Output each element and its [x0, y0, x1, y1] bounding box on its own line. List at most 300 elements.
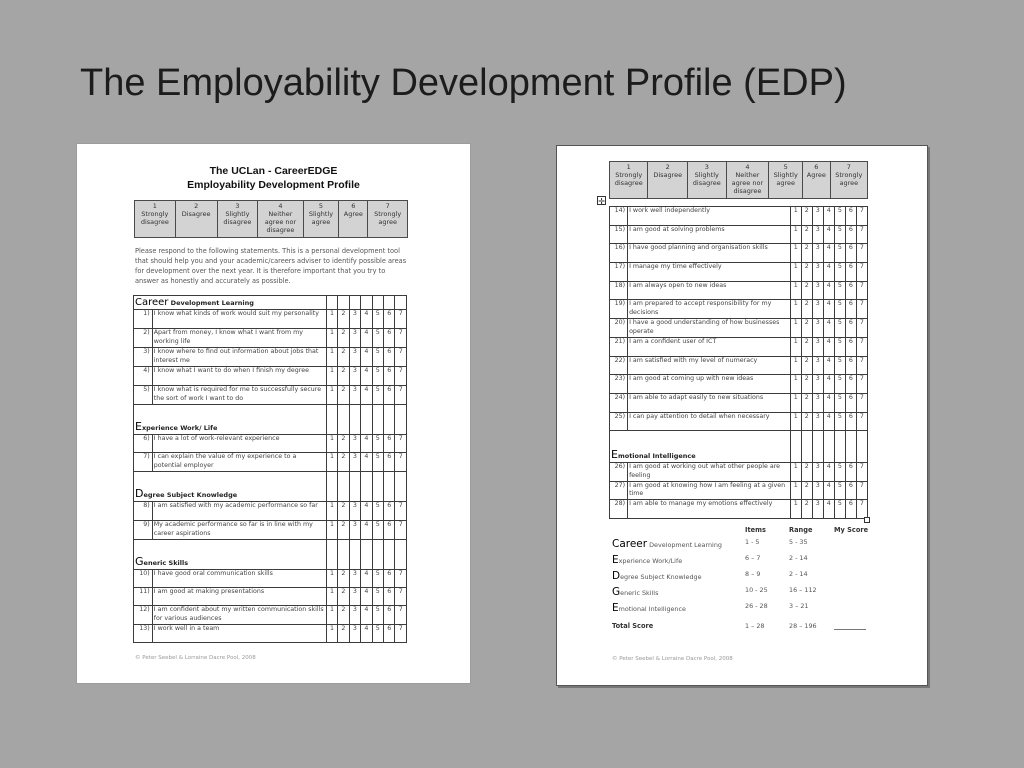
rating-box-1[interactable]: 1	[326, 502, 337, 521]
rating-box-6[interactable]: 6	[845, 319, 856, 338]
rating-box-4[interactable]: 4	[361, 502, 372, 521]
section-initial: E	[612, 602, 619, 614]
rating-box-5[interactable]: 5	[834, 281, 845, 300]
rating-box-5[interactable]: 5	[372, 329, 383, 348]
rating-box-7[interactable]: 7	[856, 300, 867, 319]
rating-box-2[interactable]: 2	[801, 225, 812, 244]
rating-column	[349, 472, 360, 502]
rating-box-1[interactable]: 1	[790, 393, 801, 412]
scale-label: Strongly	[615, 171, 643, 179]
question-text: I manage my time effectively	[628, 263, 791, 282]
section-name: Development Learning	[168, 298, 254, 307]
rating-box-5[interactable]: 5	[372, 435, 383, 453]
rating-box-3[interactable]: 3	[812, 300, 823, 319]
rating-box-3[interactable]: 3	[349, 329, 360, 348]
rating-box-4[interactable]: 4	[361, 386, 372, 405]
rating-box-3[interactable]: 3	[349, 570, 360, 588]
rating-box-5[interactable]: 5	[372, 625, 383, 643]
rating-box-5[interactable]: 5	[372, 606, 383, 625]
rating-box-1[interactable]: 1	[326, 606, 337, 625]
summary-row	[612, 586, 882, 600]
rating-box-3[interactable]: 3	[812, 281, 823, 300]
rating-box-7[interactable]: 7	[395, 588, 407, 606]
rating-box-4[interactable]: 4	[361, 435, 372, 453]
rating-box-6[interactable]: 6	[384, 521, 395, 540]
scale-option-4	[726, 162, 769, 199]
rating-box-6[interactable]: 6	[384, 367, 395, 386]
question-number: 10)	[134, 570, 153, 588]
rating-box-6[interactable]: 6	[384, 386, 395, 405]
rating-box-2[interactable]: 2	[801, 375, 812, 394]
question-number: 23)	[610, 375, 628, 394]
rating-box-4[interactable]: 4	[361, 367, 372, 386]
rating-box-2[interactable]: 2	[801, 356, 812, 375]
section-name: motional Intelligence	[617, 451, 696, 460]
rating-box-3[interactable]: 3	[812, 244, 823, 263]
question-row	[134, 502, 407, 521]
rating-box-5[interactable]: 5	[372, 453, 383, 472]
summary-total-row	[612, 622, 882, 636]
rating-box-1[interactable]: 1	[790, 481, 801, 500]
question-row	[610, 412, 868, 431]
rating-box-3[interactable]: 3	[349, 453, 360, 472]
intro-text: Please respond to the following statements. This is a personal development tool that should help you and your academic/careers adviser to identify possible areas for development over the next year. It is therefore important that you try to answer as honestly and accurately as possible.	[135, 247, 407, 285]
rating-box-2[interactable]: 2	[801, 300, 812, 319]
rating-box-3[interactable]: 3	[349, 588, 360, 606]
doc-title-line-2: Employability Development Profile	[187, 179, 360, 191]
summary-range: 16 – 112	[789, 586, 817, 594]
rating-box-2[interactable]: 2	[338, 329, 349, 348]
rating-box-5[interactable]: 5	[372, 570, 383, 588]
scale-label: Slightly	[308, 210, 334, 218]
rating-box-2[interactable]: 2	[801, 463, 812, 482]
summary-items: 26 - 28	[745, 602, 768, 610]
rating-column	[361, 296, 372, 310]
rating-box-2[interactable]: 2	[338, 625, 349, 643]
rating-box-6[interactable]: 6	[845, 281, 856, 300]
rating-box-5[interactable]: 5	[834, 356, 845, 375]
rating-box-5[interactable]: 5	[834, 337, 845, 356]
rating-box-2[interactable]: 2	[338, 588, 349, 606]
rating-box-1[interactable]: 1	[790, 375, 801, 394]
rating-box-3[interactable]: 3	[349, 367, 360, 386]
rating-box-1[interactable]: 1	[326, 386, 337, 405]
summary-range: 5 - 35	[789, 538, 808, 546]
rating-box-5[interactable]: 5	[372, 588, 383, 606]
rating-box-1[interactable]: 1	[326, 310, 337, 329]
rating-box-1[interactable]: 1	[790, 463, 801, 482]
rating-box-7[interactable]: 7	[856, 337, 867, 356]
question-number: 18)	[610, 281, 628, 300]
copyright-text: © Peter Seebel & Lorraine Dacre Pool, 2008	[612, 656, 733, 662]
summary-items: 8 – 9	[745, 570, 761, 578]
rating-box-4[interactable]: 4	[823, 300, 834, 319]
section-header-row	[134, 296, 407, 310]
rating-box-2[interactable]: 2	[801, 281, 812, 300]
rating-box-6[interactable]: 6	[845, 207, 856, 226]
summary-range: 3 – 21	[789, 602, 809, 610]
rating-box-4[interactable]: 4	[361, 570, 372, 588]
table-resize-handle[interactable]	[864, 517, 870, 523]
rating-box-1[interactable]: 1	[790, 500, 801, 519]
rating-box-4[interactable]: 4	[823, 319, 834, 338]
rating-box-1[interactable]: 1	[790, 356, 801, 375]
scale-label: agree	[839, 179, 859, 187]
section-title	[134, 405, 327, 435]
rating-box-4[interactable]: 4	[361, 310, 372, 329]
question-text: I am satisfied with my level of numeracy	[628, 356, 791, 375]
rating-box-7[interactable]: 7	[395, 367, 407, 386]
scale-option-3	[217, 201, 258, 238]
scale-number: 7	[385, 202, 390, 210]
rating-box-3[interactable]: 3	[812, 263, 823, 282]
rating-box-5[interactable]: 5	[834, 393, 845, 412]
rating-box-1[interactable]: 1	[790, 319, 801, 338]
question-text: Apart from money, I know what I want from my working life	[152, 329, 326, 348]
question-number: 9)	[134, 521, 153, 540]
summary-scale-name	[612, 602, 686, 614]
rating-box-3[interactable]: 3	[812, 500, 823, 519]
scale-number: 6	[814, 163, 819, 171]
rating-column	[812, 431, 823, 463]
rating-box-4[interactable]: 4	[823, 356, 834, 375]
rating-box-4[interactable]: 4	[361, 521, 372, 540]
rating-box-4[interactable]: 4	[361, 329, 372, 348]
rating-box-5[interactable]: 5	[834, 244, 845, 263]
rating-box-5[interactable]: 5	[372, 521, 383, 540]
rating-box-4[interactable]: 4	[823, 225, 834, 244]
rating-box-6[interactable]: 6	[384, 625, 395, 643]
rating-box-6[interactable]: 6	[845, 481, 856, 500]
rating-box-6[interactable]: 6	[845, 463, 856, 482]
rating-box-3[interactable]: 3	[812, 393, 823, 412]
section-initial: D	[135, 486, 144, 500]
question-number: 25)	[610, 412, 628, 431]
rating-box-7[interactable]: 7	[856, 393, 867, 412]
rating-box-1[interactable]: 1	[790, 225, 801, 244]
rating-box-7[interactable]: 7	[856, 319, 867, 338]
question-number: 8)	[134, 502, 153, 521]
rating-box-5[interactable]: 5	[834, 300, 845, 319]
rating-box-4[interactable]: 4	[823, 375, 834, 394]
question-text: I know what I want to do when I finish my degree	[152, 367, 326, 386]
question-number: 17)	[610, 263, 628, 282]
question-row	[610, 463, 868, 482]
rating-column	[372, 296, 383, 310]
rating-box-3[interactable]: 3	[812, 319, 823, 338]
rating-box-4[interactable]: 4	[823, 244, 834, 263]
scale-label: disagree	[733, 187, 762, 195]
rating-box-5[interactable]: 5	[372, 348, 383, 367]
rating-box-4[interactable]: 4	[361, 348, 372, 367]
rating-box-2[interactable]: 2	[338, 502, 349, 521]
rating-box-5[interactable]: 5	[372, 310, 383, 329]
rating-box-3[interactable]: 3	[812, 481, 823, 500]
rating-box-7[interactable]: 7	[395, 329, 407, 348]
rating-box-5[interactable]: 5	[834, 412, 845, 431]
rating-box-4[interactable]: 4	[823, 412, 834, 431]
question-text: I have good oral communication skills	[152, 570, 326, 588]
rating-box-3[interactable]: 3	[349, 502, 360, 521]
rating-box-3[interactable]: 3	[349, 310, 360, 329]
rating-box-2[interactable]: 2	[338, 386, 349, 405]
rating-box-3[interactable]: 3	[349, 435, 360, 453]
rating-box-7[interactable]: 7	[395, 310, 407, 329]
rating-box-3[interactable]: 3	[812, 375, 823, 394]
rating-box-6[interactable]: 6	[384, 310, 395, 329]
rating-box-6[interactable]: 6	[384, 329, 395, 348]
question-text: I can explain the value of my experience to a potential employer	[152, 453, 326, 472]
rating-box-1[interactable]: 1	[326, 588, 337, 606]
rating-box-4[interactable]: 4	[823, 281, 834, 300]
question-row	[610, 300, 868, 319]
rating-box-2[interactable]: 2	[801, 244, 812, 263]
rating-box-7[interactable]: 7	[395, 521, 407, 540]
rating-box-1[interactable]: 1	[790, 412, 801, 431]
section-initial: E	[611, 447, 618, 461]
slide-title: The Employability Development Profile (EDP)	[80, 62, 847, 104]
question-text: I am always open to new ideas	[628, 281, 791, 300]
rating-box-3[interactable]: 3	[349, 386, 360, 405]
rating-box-2[interactable]: 2	[338, 310, 349, 329]
rating-box-2[interactable]: 2	[801, 263, 812, 282]
summary-scale-name	[612, 538, 722, 550]
summary-items: 1 - 5	[745, 538, 760, 546]
rating-box-3[interactable]: 3	[812, 337, 823, 356]
scale-label: agree	[311, 218, 331, 226]
rating-box-2[interactable]: 2	[338, 606, 349, 625]
rating-box-6[interactable]: 6	[845, 375, 856, 394]
rating-box-7[interactable]: 7	[395, 453, 407, 472]
rating-box-6[interactable]: 6	[384, 348, 395, 367]
section-initial: Career	[135, 296, 169, 308]
rating-box-6[interactable]: 6	[384, 453, 395, 472]
my-score-blank[interactable]	[834, 622, 866, 632]
rating-box-3[interactable]: 3	[812, 356, 823, 375]
scale-label: disagree	[223, 218, 252, 226]
section-initial: E	[612, 554, 619, 566]
question-text: I know what is required for me to successfully secure the sort of work I want to do	[152, 386, 326, 405]
rating-box-2[interactable]: 2	[338, 367, 349, 386]
rating-box-3[interactable]: 3	[812, 225, 823, 244]
scale-label: Slightly	[225, 210, 250, 218]
rating-box-7[interactable]: 7	[856, 244, 867, 263]
rating-box-2[interactable]: 2	[801, 207, 812, 226]
scale-label: Agree	[343, 210, 363, 218]
question-number: 3)	[134, 348, 153, 367]
rating-box-7[interactable]: 7	[856, 207, 867, 226]
summary-row	[612, 554, 882, 568]
section-title	[134, 472, 327, 502]
rating-box-2[interactable]: 2	[801, 393, 812, 412]
rating-box-4[interactable]: 4	[823, 463, 834, 482]
question-number: 2)	[134, 329, 153, 348]
rating-box-1[interactable]: 1	[326, 453, 337, 472]
rating-box-5[interactable]: 5	[834, 207, 845, 226]
score-line	[834, 622, 866, 630]
rating-box-1[interactable]: 1	[326, 570, 337, 588]
rating-box-2[interactable]: 2	[338, 348, 349, 367]
rating-box-4[interactable]: 4	[823, 500, 834, 519]
rating-box-7[interactable]: 7	[856, 263, 867, 282]
rating-box-4[interactable]: 4	[361, 453, 372, 472]
rating-box-4[interactable]: 4	[823, 393, 834, 412]
rating-box-2[interactable]: 2	[338, 453, 349, 472]
rating-box-1[interactable]: 1	[790, 281, 801, 300]
scale-number: 4	[745, 163, 750, 171]
rating-box-2[interactable]: 2	[801, 319, 812, 338]
rating-box-2[interactable]: 2	[338, 570, 349, 588]
rating-box-6[interactable]: 6	[845, 337, 856, 356]
rating-box-6[interactable]: 6	[384, 502, 395, 521]
scale-number: 6	[351, 202, 356, 210]
scale-option-1	[610, 162, 648, 199]
rating-box-6[interactable]: 6	[384, 570, 395, 588]
scale-number: 1	[152, 202, 157, 210]
rating-box-1[interactable]: 1	[326, 521, 337, 540]
rating-box-5[interactable]: 5	[834, 500, 845, 519]
rating-box-6[interactable]: 6	[845, 356, 856, 375]
rating-box-7[interactable]: 7	[395, 435, 407, 453]
rating-box-5[interactable]: 5	[834, 375, 845, 394]
section-header-row	[134, 540, 407, 570]
scale-label: Neither	[735, 171, 760, 179]
rating-column	[372, 540, 383, 570]
scale-number: 3	[235, 202, 240, 210]
rating-box-5[interactable]: 5	[834, 463, 845, 482]
question-text: I am able to manage my emotions effectively	[628, 500, 791, 519]
questions-table-page-2	[609, 206, 868, 519]
rating-box-2[interactable]: 2	[338, 435, 349, 453]
rating-box-6[interactable]: 6	[384, 606, 395, 625]
rating-box-7[interactable]: 7	[856, 356, 867, 375]
rating-box-2[interactable]: 2	[338, 521, 349, 540]
rating-box-6[interactable]: 6	[845, 500, 856, 519]
rating-box-2[interactable]: 2	[801, 481, 812, 500]
rating-box-3[interactable]: 3	[812, 207, 823, 226]
rating-box-7[interactable]: 7	[395, 606, 407, 625]
doc-title-line-1: The UCLan - CareerEDGE	[209, 165, 338, 177]
rating-box-3[interactable]: 3	[349, 348, 360, 367]
rating-box-4[interactable]: 4	[823, 207, 834, 226]
rating-box-4[interactable]: 4	[361, 606, 372, 625]
rating-column	[372, 472, 383, 502]
rating-column	[395, 472, 407, 502]
question-text: I am good at solving problems	[628, 225, 791, 244]
rating-box-5[interactable]: 5	[834, 481, 845, 500]
rating-column	[349, 296, 360, 310]
rating-box-7[interactable]: 7	[395, 570, 407, 588]
scale-label: Strongly	[141, 210, 169, 218]
question-text: I am satisfied with my academic performance so far	[152, 502, 326, 521]
scale-option-6	[339, 201, 368, 238]
rating-box-7[interactable]: 7	[856, 375, 867, 394]
rating-column	[338, 472, 349, 502]
rating-column	[395, 405, 407, 435]
rating-box-7[interactable]: 7	[856, 225, 867, 244]
rating-box-4[interactable]: 4	[823, 263, 834, 282]
scale-option-4	[258, 201, 303, 238]
rating-box-7[interactable]: 7	[395, 625, 407, 643]
rating-box-1[interactable]: 1	[326, 625, 337, 643]
rating-column	[361, 540, 372, 570]
rating-box-7[interactable]: 7	[395, 348, 407, 367]
rating-column	[395, 296, 407, 310]
rating-box-7[interactable]: 7	[856, 500, 867, 519]
question-text: I am able to adapt easily to new situations	[628, 393, 791, 412]
rating-box-6[interactable]: 6	[845, 225, 856, 244]
scale-label: Disagree	[181, 210, 211, 218]
rating-box-6[interactable]: 6	[845, 244, 856, 263]
rating-box-3[interactable]: 3	[349, 625, 360, 643]
rating-column	[326, 472, 337, 502]
rating-box-1[interactable]: 1	[326, 329, 337, 348]
question-number: 19)	[610, 300, 628, 319]
rating-box-6[interactable]: 6	[845, 300, 856, 319]
question-number: 20)	[610, 319, 628, 338]
question-row	[610, 263, 868, 282]
rating-box-7[interactable]: 7	[856, 281, 867, 300]
rating-box-1[interactable]: 1	[790, 263, 801, 282]
rating-box-4[interactable]: 4	[823, 337, 834, 356]
rating-box-3[interactable]: 3	[812, 463, 823, 482]
rating-box-6[interactable]: 6	[384, 588, 395, 606]
rating-box-5[interactable]: 5	[834, 319, 845, 338]
rating-box-1[interactable]: 1	[790, 300, 801, 319]
question-number: 22)	[610, 356, 628, 375]
rating-box-4[interactable]: 4	[361, 625, 372, 643]
question-number: 14)	[610, 207, 628, 226]
rating-box-3[interactable]: 3	[349, 606, 360, 625]
rating-box-7[interactable]: 7	[856, 412, 867, 431]
rating-box-7[interactable]: 7	[395, 386, 407, 405]
rating-box-3[interactable]: 3	[349, 521, 360, 540]
question-text: I know where to find out information about jobs that interest me	[152, 348, 326, 367]
rating-box-1[interactable]: 1	[326, 435, 337, 453]
rating-box-2[interactable]: 2	[801, 500, 812, 519]
rating-box-5[interactable]: 5	[372, 502, 383, 521]
rating-box-1[interactable]: 1	[326, 367, 337, 386]
rating-box-5[interactable]: 5	[372, 367, 383, 386]
scale-label: disagree	[692, 179, 721, 187]
rating-box-6[interactable]: 6	[845, 412, 856, 431]
section-initial: G	[135, 554, 144, 568]
rating-box-5[interactable]: 5	[834, 263, 845, 282]
rating-box-6[interactable]: 6	[845, 263, 856, 282]
question-text: I know what kinds of work would suit my personality	[152, 310, 326, 329]
rating-box-4[interactable]: 4	[361, 588, 372, 606]
rating-box-7[interactable]: 7	[395, 502, 407, 521]
rating-box-5[interactable]: 5	[372, 386, 383, 405]
question-row	[610, 375, 868, 394]
table-move-handle-icon[interactable]: ✛	[598, 197, 605, 206]
rating-box-5[interactable]: 5	[834, 225, 845, 244]
rating-box-4[interactable]: 4	[823, 481, 834, 500]
rating-box-3[interactable]: 3	[812, 412, 823, 431]
rating-box-1[interactable]: 1	[790, 337, 801, 356]
rating-box-7[interactable]: 7	[856, 463, 867, 482]
section-name: xperience Work/ Life	[141, 423, 218, 432]
rating-box-6[interactable]: 6	[845, 393, 856, 412]
question-number: 16)	[610, 244, 628, 263]
rating-box-2[interactable]: 2	[801, 337, 812, 356]
rating-box-2[interactable]: 2	[801, 412, 812, 431]
rating-box-1[interactable]: 1	[790, 244, 801, 263]
rating-box-1[interactable]: 1	[790, 207, 801, 226]
rating-box-1[interactable]: 1	[326, 348, 337, 367]
rating-box-6[interactable]: 6	[384, 435, 395, 453]
rating-box-7[interactable]: 7	[856, 481, 867, 500]
